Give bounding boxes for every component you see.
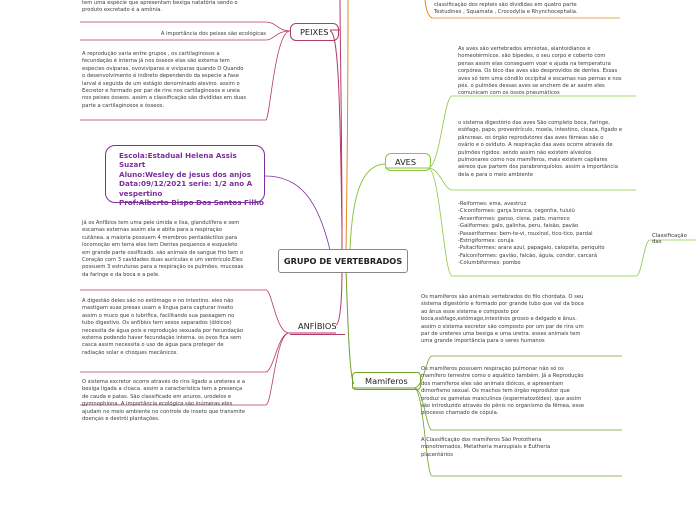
info-prof: Prof:Alberto Bispo Dos Santos Filho [119,198,264,208]
repteis-note-classificacao: classificação dos repteis são divididas em quatro parte Testudines , Squamata , Crocodylia e Rhynchocephalia. [434,2,578,16]
connector-peixes-notes [266,22,290,120]
peixes-note-reproducao: A reprodução varia entre grupos , os cartilaginosos a fecundação é interna já nos ósseos elas são externa tem especies ovíparas, ovoviviparas e viviparas quando O Quando o desenvolvimento é indireto dependendo da especie a fase larval é seguida de um estágio denominado alevino. assim o Excretor e formado por par de rins nos cartilaginosos e ureia nos peixes ósseos. assim a classificação são divididas em duas parte a cartilaginosos e ósseos. [82,51,247,109]
aves-note-digestorio: o sistema digestório das aves São completo boca, faringe, esôfago, papo, proventrículo, moela, intestino, cloaca, fígado e pâncreas. os órgão reprodutores das aves fêmeas são o ovário e o oviduto. A respiração das aves ocorre através de pulmões rígidos. sendo assim não existem alvéolos pulmonares como nos mamíferos, mais existem capilares aéreos que partem dos parabronquíolos. assim a importância dela e para o meio ambiente [458,120,623,178]
connector-aves-notes [428,96,452,276]
info-aluno: Aluno:Wesley de jesus dos anjos [119,169,251,179]
topic-peixes[interactable]: PEIXES [290,23,339,41]
connector-mamiferos [346,270,354,384]
connector-aves [350,164,385,250]
connector-anfibios-notes [266,290,289,405]
mamiferos-note-reproducao: Os mamíferos possuem respiração pulmonar não só os mamífero terrestre como o aquático também. Já a Reprodução dos mamíferos eles são animais dióicos, e apresentam dimorfismo sexual. Os machos tem órgão reprodutor que produz os gametas masculinos (espermatozóides). que assim são introduzido através do pênis no organismo da fêmea, esse processo chamado de cópula. [421,366,585,417]
connector-info [265,176,330,250]
aves-note-caracteristicas: As aves são vertebrados amniotas, alantoidianos e homeotérmicos. são bípedes, o seu corpo e coberto com penas assim elas conseguem voar e ajuda na temperatura corpórea. Os bico das aves são desprovidos de dentes. Essas aves só tem uma côndilo occipital e escamas nas pernas e nos pés. o pulmões dessas aves se enchem de ar assim eles comunicam com os ossos pneumáticos [458,46,622,97]
peixes-note-importancia: A importância dos peixes são ecológicas [160,31,266,37]
anfibios-note-digestao: A digestão deles são no estômago e no intestino. eles não mastigam suas presas usam a língua para capturar inseto assim o muco que o lubrifica, facilitando sua passagem no tubo digestivo. Os anfíbios tem sexos separados (dióicos) necessita de água pois e reprodução sexuada por fecundação externa podendo haver fecundação interna. os ovos fica sem casca assim necessita o uso de água para proteger de radiação solar e choques mecânicos. [82,298,244,356]
info-escola: Escola:Estadual Helena Assis Suzart [119,151,237,170]
aves-classificacao-label[interactable]: Classificação das [652,233,687,245]
connector-repteis [346,0,348,250]
central-topic[interactable]: GRUPO DE VERTEBRADOS [278,249,408,273]
anfibios-note-excretor: O sistema excretor ocorre através do rins ligado a ureteres e a bexiga ligada a cloaca. assim a característica tem a presença de cauda e patas. São classificado em anuros, urodelos e gymnophiona. A importância ecológica são inúmeras eles ajudam no meio ambiente no controle de inseto que transmite doenças e destrói plantações. [82,379,246,423]
topic-aves[interactable]: AVES [385,153,431,171]
topic-anfibios[interactable]: ANFÍBIOS [290,318,345,335]
mamiferos-note-classificacao: A Classificação dos mamíferos São Prototheria monotremados, Metatheria marsupiais e Eutheria placentários [421,437,551,458]
school-info-box[interactable] [105,145,265,208]
mamiferos-note-digestorio: Os mamíferos são animais vertebrados do filo chordata. O seu sistema digestório e formado por grande tubo que vai da boca ao ânus esse sistema e composto por boca,esôfago,estômago,intestinos grosso e delgado e ânus. assim o sistema excretor são composto por um par de rins um par de ureteres uma bexiga e uma uretra. esses animais tem uma grande importância para o seres humanos [421,294,584,345]
info-data: Data:09/12/2021 serie: 1/2 ano A vespertino [119,179,253,198]
aves-note-ordens: -Reiformes: ema, avestruz -Ciconiformes: garça branca, cegonha, tuiuiú -Anseriformes: ganso, cisne, pato, marreco -Galiformes: galo, galinha, peru, faisão, pavão -Passeriformes: bem-te-vi, rouxinol, tico-tico, pardal -Estrigiformes: coruja -Psitaciformes: arara azul, papagaio, calopsita, periquito -Falconiformes: gavião, falcão, águia, condor, carcará -Columbiformes: pombo [458,201,605,267]
topic-mamiferos[interactable]: Mamiferos [352,372,421,390]
connector-anfibios [336,270,342,325]
peixes-note-bexiga: tem uma espécie que apresentam bexiga natatória sendo o produto excretado é a amônia. [82,0,238,14]
anfibios-note-pele: Já os Anfíbios tem uma pele úmida e lisa, glandulífera e sem escamas externas assim ela e abita para a respiração cutânea. a maioria possuem 4 membros pentadáctilos para locomoção em terra eles tem Dentes pequenos e esqueleto em grande parte ossificado. são animais de sangue frio tem o Coração com 3 cavidades duas aurículas e um ventrículo.Eles possuem 3 estruturas para a respiração os pulmões, mucosas da faringe e da boca e a pele. [82,220,244,278]
